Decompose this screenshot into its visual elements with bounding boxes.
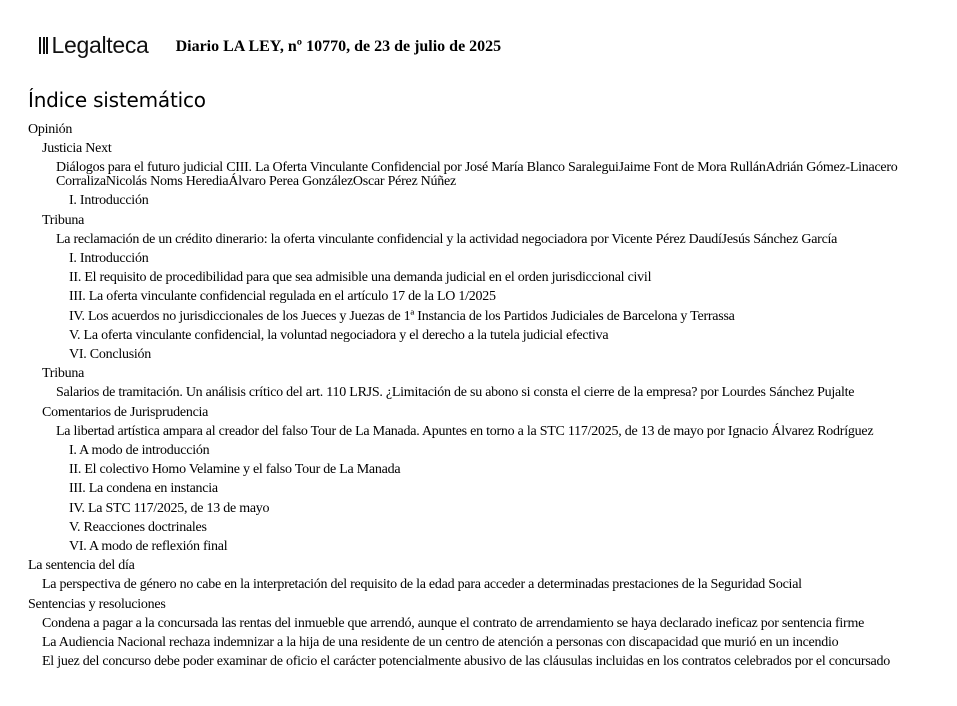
toc-section-link[interactable]: La sentencia del día — [28, 558, 135, 574]
toc-heading-link[interactable]: VI. Conclusión — [69, 347, 152, 363]
toc-article-link[interactable]: Salarios de tramitación. Un análisis crítico del art. 110 LRJS. ¿Limitación de su abono si consta el cierre de la empresa? por Lourdes Sánchez Pujalte — [56, 385, 855, 401]
toc-heading-link[interactable]: I. A modo de introducción — [69, 443, 210, 459]
toc-heading-link[interactable]: I. Introducción — [69, 193, 149, 209]
logo-bars-icon — [39, 37, 50, 54]
toc-heading-link[interactable]: V. La oferta vinculante confidencial, la voluntad negociadora y el derecho a la tutela judicial efectiva — [69, 327, 609, 343]
toc-subsection-link[interactable]: La Audiencia Nacional rechaza indemnizar a la hija de una residente de un centro de atención a personas con discapacidad que murió en un incendio — [42, 635, 839, 651]
toc-section-link[interactable]: Opinión — [28, 122, 73, 137]
toc-heading-link[interactable]: III. La condena en instancia — [69, 481, 218, 497]
logo-text: Legalteca — [51, 31, 149, 58]
toc-heading-link[interactable]: IV. La STC 117/2025, de 13 de mayo — [69, 500, 270, 516]
legalteca-logo[interactable] — [39, 32, 149, 59]
toc-heading-link[interactable]: IV. Los acuerdos no jurisdiccionales de los Jueces y Juezas de 1ª Instancia de los Partidos Judiciales de Barcelona y Terrassa — [69, 308, 735, 324]
toc-heading-link[interactable]: II. El requisito de procedibilidad para que sea admisible una demanda judicial en el orden jurisdiccional civil — [69, 270, 652, 286]
toc-subsection-link[interactable]: Comentarios de Jurisprudencia — [42, 404, 209, 420]
toc-subsection-link[interactable]: El juez del concurso debe poder examinar de oficio el carácter potencialmente abusivo de las cláusulas incluidas en los contratos celebrados por el concursado — [42, 654, 890, 670]
toc-heading-link[interactable]: II. El colectivo Homo Velamine y el falso Tour de La Manada — [69, 462, 401, 478]
toc-article-link[interactable]: Diálogos para el futuro judicial CIII. La Oferta Vinculante Confidencial por José María Blanco SaraleguiJaime Font de Mora RullánAdrián Gómez-Linacero CorralizaNicolás Noms HerediaÁlvaro Perea GonzálezOscar Pérez Núñez — [56, 160, 898, 189]
toc-heading-link[interactable]: V. Reacciones doctrinales — [69, 519, 207, 535]
toc-article-link[interactable]: La reclamación de un crédito dinerario: la oferta vinculante confidencial y la actividad negociadora por Vicente Pérez DaudíJesús Sánchez García — [56, 231, 838, 247]
toc-heading-link[interactable]: I. Introducción — [69, 251, 149, 267]
toc-subsection-link[interactable]: Condena a pagar a la concursada las rentas del inmueble que arrendó, aunque el contrato de arrendamiento se haya declarado ineficaz por sentencia firme — [42, 615, 865, 631]
toc-heading-link[interactable]: III. La oferta vinculante confidencial regulada en el artículo 17 de la LO 1/2025 — [69, 289, 496, 305]
toc-subsection-link[interactable]: Justicia Next — [42, 141, 112, 157]
toc-subsection-link[interactable]: Tribuna — [42, 212, 85, 228]
toc-article-link[interactable]: La libertad artística ampara al creador del falso Tour de La Manada. Apuntes en torno a la STC 117/2025, de 13 de mayo por Ignacio Álvarez Rodríguez — [56, 423, 874, 439]
index-title: Índice sistemático — [28, 88, 206, 112]
toc-section-link[interactable]: Sentencias y resoluciones — [28, 596, 166, 612]
toc-subsection-link[interactable]: La perspectiva de género no cabe en la interpretación del requisito de la edad para acceder a determinadas prestaciones de la Seguridad Social — [42, 577, 802, 593]
toc-subsection-link[interactable]: Tribuna — [42, 366, 85, 382]
journal-title: Diario LA LEY, nº 10770, de 23 de julio de 2025 — [175, 38, 502, 55]
table-of-contents — [28, 120, 928, 671]
page-header — [39, 28, 501, 62]
toc-heading-link[interactable]: VI. A modo de reflexión final — [69, 539, 228, 555]
